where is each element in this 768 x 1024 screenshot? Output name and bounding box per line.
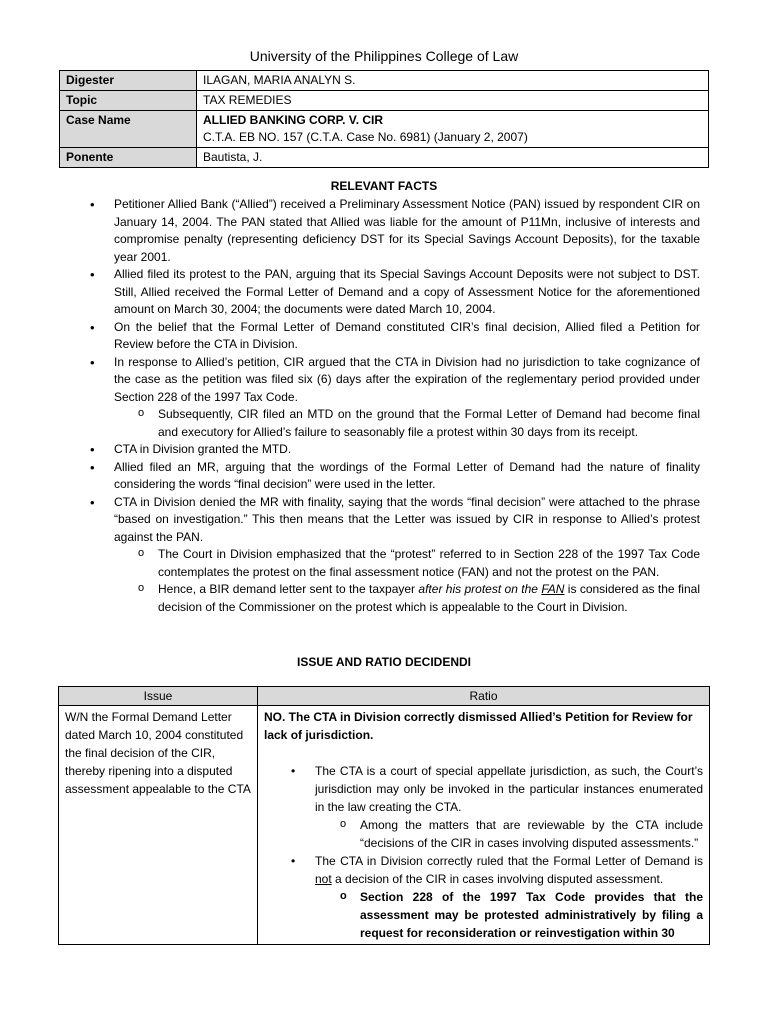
issue-column-header: Issue (59, 687, 258, 706)
facts-list (90, 196, 700, 616)
topic-value: TAX REMEDIES (197, 91, 709, 111)
ratio-cell (258, 706, 710, 945)
ponente-value: Bautista, J. (197, 148, 709, 168)
fact-subitem: o The Court in Division emphasized that the “protest” referred to in Section 228 of the 1997 Tax Code contemplates the protest on the final assessment notice (FAN) and not the protest on the PAN. (90, 546, 700, 581)
fact-item: • In response to Allied’s petition, CIR argued that the CTA in Division had no jurisdiction to take cognizance of the case as the petition was filed six (6) days after the expiration of the reglementary period provided under Section 228 of the 1997 Tax Code. (90, 354, 700, 407)
ratio-subitem: o Section 228 of the 1997 Tax Code provides that the assessment may be protested administratively by filing a request for reconsideration or reinvestigation within 30 (264, 888, 703, 942)
fact-item: • Petitioner Allied Bank (“Allied”) received a Preliminary Assessment Notice (PAN) issued by respondent CIR on January 14, 2004. The PAN stated that Allied was liable for the amount of P11Mn, inclusive of interests and compromise penalty (representing deficiency DST for its Special Savings Account Deposits), for the taxable year 2001. (90, 196, 700, 266)
fact-item: • On the belief that the Formal Letter of Demand constituted CIR’s final decision, Allied filed a Petition for Review before the CTA in Division. (90, 319, 700, 354)
table-row (59, 706, 710, 945)
ratio-underlined: not (315, 872, 332, 886)
ratio-item (264, 852, 703, 888)
ratio-heading: NO. The CTA in Division correctly dismissed Allied’s Petition for Review for lack of jurisdiction. (264, 710, 693, 742)
table-header-row (59, 687, 710, 706)
table-row (60, 148, 709, 168)
ratio-column-header: Ratio (258, 687, 710, 706)
fact-item: • Allied filed its protest to the PAN, arguing that its Special Savings Account Deposits were not subject to DST. Still, Allied received the Formal Letter of Demand and a copy of Assessment Notice for the aforementioned amount on March 30, 2004; the documents were dated March 10, 2004. (90, 266, 700, 319)
topic-label: Topic (60, 91, 197, 111)
issue-title: ISSUE AND RATIO DECIDENDI (296, 655, 471, 669)
table-row (60, 71, 709, 91)
ratio-subitem: o Among the matters that are reviewable by the CTA include “decisions of the CIR in cases involving disputed assessments.” (264, 816, 703, 852)
case-name-value: ALLIED BANKING CORP. V. CIR (203, 113, 384, 127)
case-number-value: C.T.A. EB NO. 157 (C.T.A. Case No. 6981) (January 2, 2007) (203, 130, 528, 144)
issue-cell: W/N the Formal Demand Letter dated March 10, 2004 constituted the final decision of the CIR, thereby ripening into a disputed assessment appealable to the CTA (59, 706, 258, 945)
ratio-text: The CTA in Division correctly ruled that the Formal Letter of Demand is (315, 854, 703, 868)
digester-label: Digester (60, 71, 197, 91)
facts-title: RELEVANT FACTS (330, 179, 438, 193)
fact-item: • CTA in Division denied the MR with finality, saying that the words “final decision” were attached to the phrase “based on investigation.” This then means that the Letter was issued by CIR in response to Allied’s protest against the PAN. (90, 494, 700, 547)
fact-subitem: o Subsequently, CIR filed an MTD on the ground that the Formal Letter of Demand had become final and executory for Allied’s failure to seasonably file a protest within 30 days from its receipt. (90, 406, 700, 441)
fact-item: • Allied filed an MR, arguing that the wordings of the Formal Letter of Demand had the nature of finality considering the words “final decision” were used in the letter. (90, 459, 700, 494)
university-header: University of the Philippines College of Law (249, 48, 519, 64)
issue-ratio-table (58, 686, 710, 945)
case-info-table (59, 70, 709, 168)
table-row (60, 91, 709, 111)
fact-subitem-last (90, 581, 700, 616)
ponente-label: Ponente (60, 148, 197, 168)
fact-item: • CTA in Division granted the MTD. (90, 441, 700, 459)
case-name-cell (197, 111, 709, 148)
ratio-text-end: a decision of the CIR in cases involving disputed assessment. (331, 872, 664, 886)
digester-value: ILAGAN, MARIA ANALYN S. (197, 71, 709, 91)
fact-italic-underlined: FAN (541, 582, 565, 596)
fact-italic-text: after his protest on the (418, 582, 542, 596)
ratio-item: • The CTA is a court of special appellate jurisdiction, as such, the Court’s jurisdiction may only be invoked in the particular instances enumerated in the law creating the CTA. (264, 762, 703, 816)
table-row (60, 111, 709, 148)
fact-text: Hence, a BIR demand letter sent to the taxpayer (158, 582, 419, 596)
case-name-label: Case Name (60, 111, 197, 148)
fact-text-end: is considered as the final decision of the Commissioner on the protest which is appealable to the Court in Division. (158, 582, 700, 614)
